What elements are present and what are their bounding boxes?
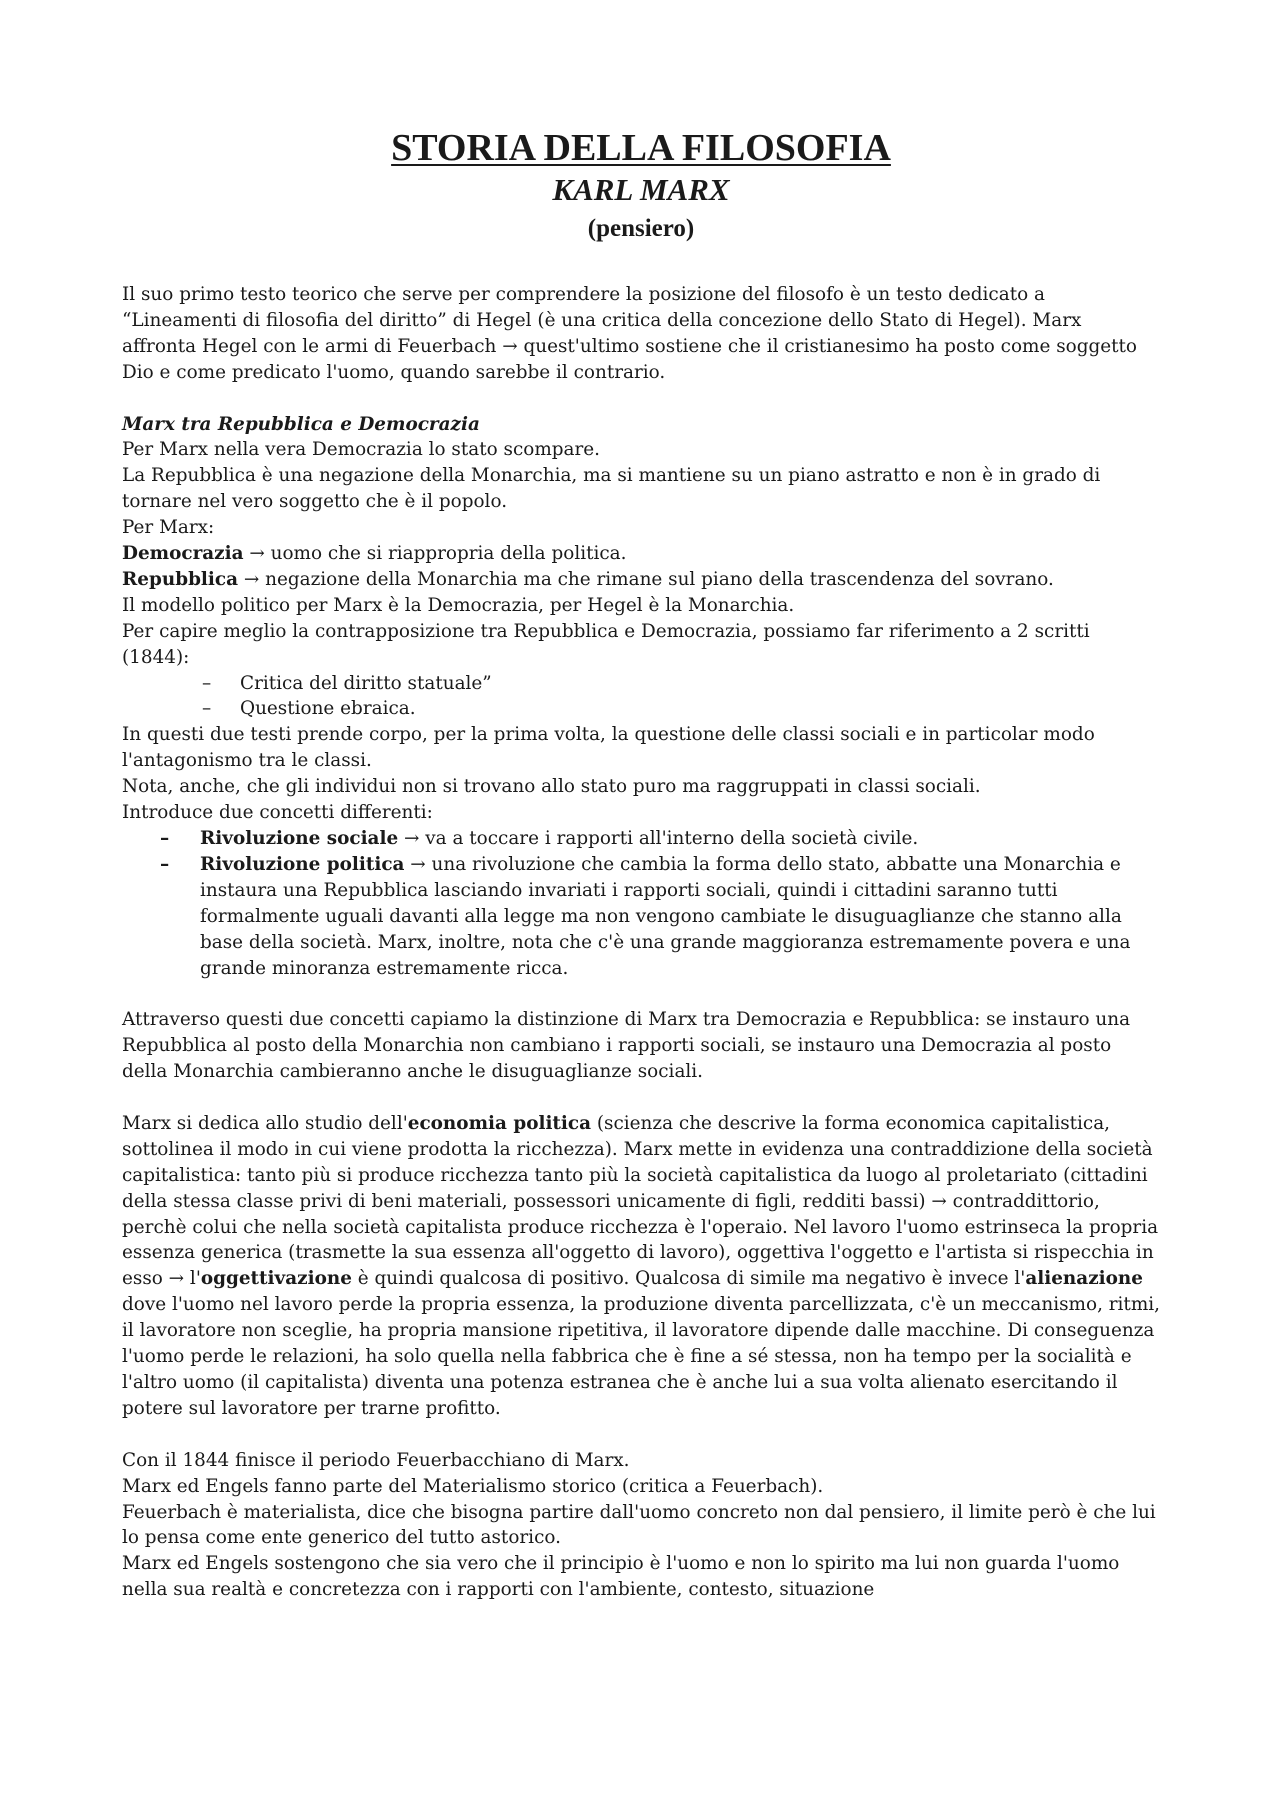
text-line: Feuerbach è materialista, dice che bisogna partire dall'uomo concreto non dal pensiero, il limite però è che lui lo pensa come ente generico del tutto astorico. [122, 1501, 1156, 1549]
list-item-rivoluzione-sociale [122, 826, 1160, 852]
text-run: Marx si dedica allo studio dell' [122, 1112, 408, 1134]
term-rivoluzione-sociale: Rivoluzione sociale [200, 828, 399, 850]
text-line: Per capire meglio la contrapposizione tra Repubblica e Democrazia, possiamo far riferimento a 2 scritti (1844): [122, 620, 1090, 668]
term-oggettivazione: oggettivazione [200, 1268, 352, 1290]
text-line: Per Marx: [122, 517, 215, 539]
section-materialismo [122, 1448, 1160, 1603]
spacer [122, 1422, 1160, 1448]
spacer [122, 386, 1160, 412]
definition-text: → uomo che si riappropria della politica. [243, 543, 627, 565]
text-run: dove l'uomo nel lavoro perde la propria essenza, la produzione diventa parcellizzata, c'è un meccanismo, ritmi, il lavoratore non sceglie, ha propria mansione ripetitiva, il lavoratore dipende dalle macchine. Di conseguenza l'uomo perde le relazioni, ha solo quella nella fabbrica che è fine a sé stessa, non ha tempo per la socialità e l'altro uomo (il capitalista) diventa una potenza estranea che è anche lui a sua volta alienato esercitando il potere sul lavoratore per trarne profitto. [122, 1294, 1160, 1419]
text-run: (scienza che descrive la forma economica capitalistica, sottolinea il modo in cui viene prodotta la ricchezza). Marx mette in evidenza una contraddizione della società capitalistica: tanto più si produce ricchezza tanto più la società capitalistica da luogo al proletariato (cittadini della stessa classe privi di beni materiali, possessori unicamente di figli, redditi bassi) → contraddittorio, perchè colui che nella società capitalista produce ricchezza è l'operaio. Nel lavoro l'uomo estrinseca la propria essenza generica (trasmette la sua essenza all'oggetto di lavoro), oggettiva l'oggetto e l'artista si rispecchia in esso → l' [122, 1112, 1159, 1290]
text-line: La Repubblica è una negazione della Monarchia, ma si mantiene su un piano astratto e non è in grado di tornare nel vero soggetto che è il popolo. [122, 465, 1101, 513]
section-repubblica-democrazia [122, 412, 1160, 982]
term-alienazione: alienazione [1025, 1268, 1143, 1290]
definition-text: → va a toccare i rapporti all'interno della società civile. [398, 828, 919, 850]
list-item-rivoluzione-politica [122, 852, 1160, 982]
section-heading: Marx tra Repubblica e Democrazia [122, 413, 480, 435]
document-title: STORIA DELLA FILOSOFIA [391, 127, 891, 169]
term-economia-politica: economia politica [407, 1112, 592, 1134]
text-line: Marx ed Engels sostengono che sia vero che il principio è l'uomo e non lo spirito ma lui non guarda l'uomo nella sua realtà e concretezza con i rapporti con l'ambiente, contesto, situazione [122, 1553, 1120, 1601]
text-line: Introduce due concetti differenti: [122, 802, 433, 824]
writings-list [122, 671, 1160, 723]
spacer [122, 1085, 1160, 1111]
text-line: Nota, anche, che gli individui non si trovano allo stato puro ma raggruppati in classi sociali. [122, 776, 981, 798]
paragraph-economia-politica [122, 1111, 1160, 1422]
definition-text: → negazione della Monarchia ma che rimane sul piano della trascendenza del sovrano. [238, 568, 1054, 590]
text-line: In questi due testi prende corpo, per la prima volta, la questione delle classi sociali e in particolar modo l'antagonismo tra le classi. [122, 724, 1095, 772]
concepts-list [122, 826, 1160, 981]
text-run: è quindi qualcosa di positivo. Qualcosa di simile ma negativo è invece l' [351, 1268, 1026, 1290]
document-subsubtitle: (pensiero) [587, 215, 695, 242]
paragraph-distinzione: Attraverso questi due concetti capiamo la distinzione di Marx tra Democrazia e Repubblica: se instauro una Repubblica al posto della Monarchia non cambiano i rapporti sociali, se instauro una Democrazia al posto della Monarchia cambieranno anche le disuguaglianze sociali. [122, 1009, 1131, 1083]
term-rivoluzione-politica: Rivoluzione politica [200, 853, 405, 875]
definition-text: → una rivoluzione che cambia la forma dello stato, abbatte una Monarchia e instaura una Repubblica lasciando invariati i rapporti sociali, quindi i cittadini saranno tutti formalmente uguali davanti alla legge ma non vengono cambiate le disuguaglianze che stanno alla base della società. Marx, inoltre, nota che c'è una grande maggioranza estremamente povera e una grande minoranza estremamente ricca. [200, 853, 1131, 979]
term-repubblica: Repubblica [122, 568, 239, 590]
list-item: – Critica del diritto statuale” [202, 671, 1160, 697]
text-line: Per Marx nella vera Democrazia lo stato scompare. [122, 439, 601, 461]
text-line: Il modello politico per Marx è la Democrazia, per Hegel è la Monarchia. [122, 594, 795, 616]
list-item: – Questione ebraica. [202, 696, 1160, 722]
intro-paragraph: Il suo primo testo teorico che serve per comprendere la posizione del filosofo è un testo dedicato a “Lineamenti di filosofia del diritto” di Hegel (è una critica della concezione dello Stato di Hegel). Marx affronta Hegel con le armi di Feuerbach → quest'ultimo sostiene che il cristianesimo ha posto come soggetto Dio e come predicato l'uomo, quando sarebbe il contrario. [122, 284, 1138, 383]
text-line: Marx ed Engels fanno parte del Materialismo storico (critica a Feuerbach). [122, 1475, 824, 1497]
term-democrazia: Democrazia [122, 543, 244, 565]
definition-repubblica [122, 567, 1160, 593]
definition-democrazia [122, 541, 1160, 567]
document-subtitle: KARL MARX [552, 172, 730, 207]
text-line: Con il 1844 finisce il periodo Feuerbacchiano di Marx. [122, 1449, 630, 1471]
spacer [122, 981, 1160, 1007]
